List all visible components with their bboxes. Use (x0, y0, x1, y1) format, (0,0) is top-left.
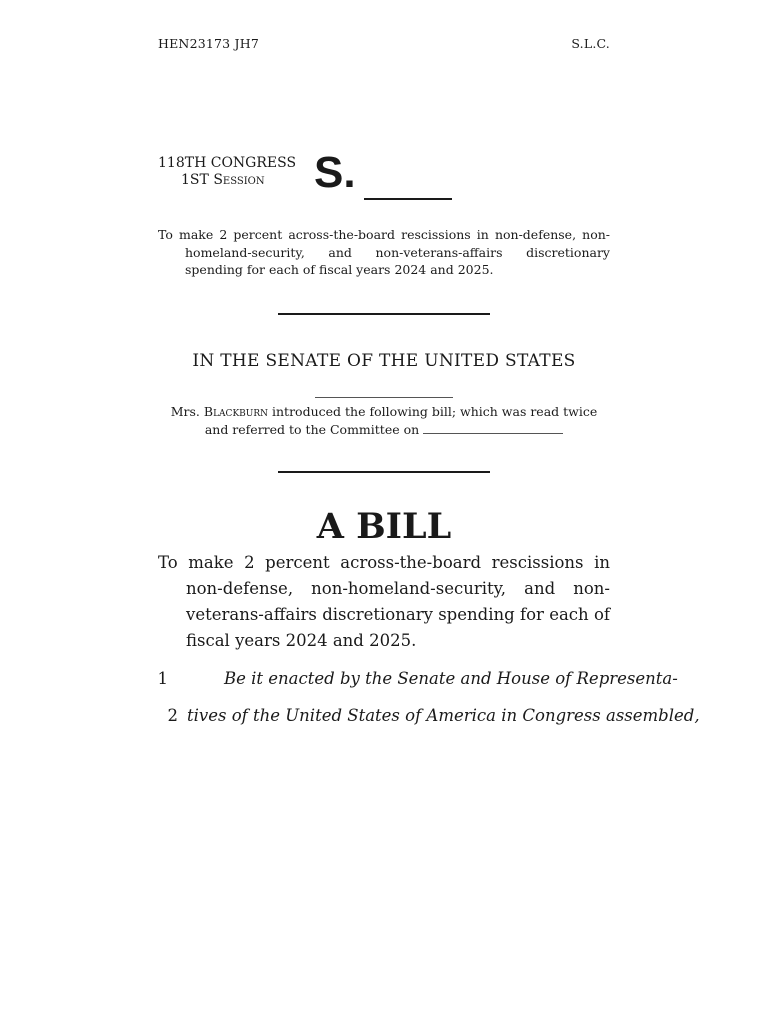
congress-number: 118 (158, 155, 185, 171)
line-text: Be it enacted by the Senate and House of Representa- (224, 669, 678, 688)
line-text: tives of the United States of America in Congress assembled, (187, 706, 700, 725)
line-number: 1 (157, 669, 168, 688)
divider (315, 397, 453, 398)
divider (278, 313, 490, 315)
session-label: Session (213, 172, 265, 188)
introduction-statement (158, 403, 610, 439)
congress-session-block (158, 155, 296, 189)
office-code: S.L.C. (571, 36, 610, 51)
chamber-heading: IN THE SENATE OF THE UNITED STATES (192, 351, 576, 371)
congress-label: CONGRESS (210, 155, 297, 171)
enacting-clause-line (157, 666, 678, 692)
bill-type: S. (314, 148, 356, 197)
session-suffix: ST (189, 172, 209, 188)
sponsor-prefix: Mrs. (170, 404, 200, 419)
congress-line (158, 155, 296, 172)
session-line (158, 172, 296, 189)
divider (278, 471, 490, 473)
document-id: HEN23173 JH7 (158, 36, 259, 51)
long-title: To make 2 percent across-the-board rescissions in non-defense, non-homeland-security, and non-veterans-affairs discretionary spending for each of fiscal years 2024 and 2025. (158, 553, 610, 650)
committee-blank (423, 421, 563, 434)
sponsor-name: Blackburn (203, 404, 269, 419)
enacting-clause-line (158, 703, 700, 729)
bill-number-blank (364, 198, 452, 200)
introduction-text: introduced the following bill; which was read twice and referred to the Committee on (204, 404, 598, 437)
short-title: To make 2 percent across-the-board rescissions in non-defense, non-homeland-security, and non-veterans-affairs discretionary spending for each of fiscal years 2024 and 2025. (158, 227, 610, 277)
line-number: 2 (167, 706, 178, 725)
congress-suffix: TH (184, 155, 207, 171)
session-number: 1 (181, 172, 190, 188)
document-heading: A BILL (316, 506, 452, 547)
